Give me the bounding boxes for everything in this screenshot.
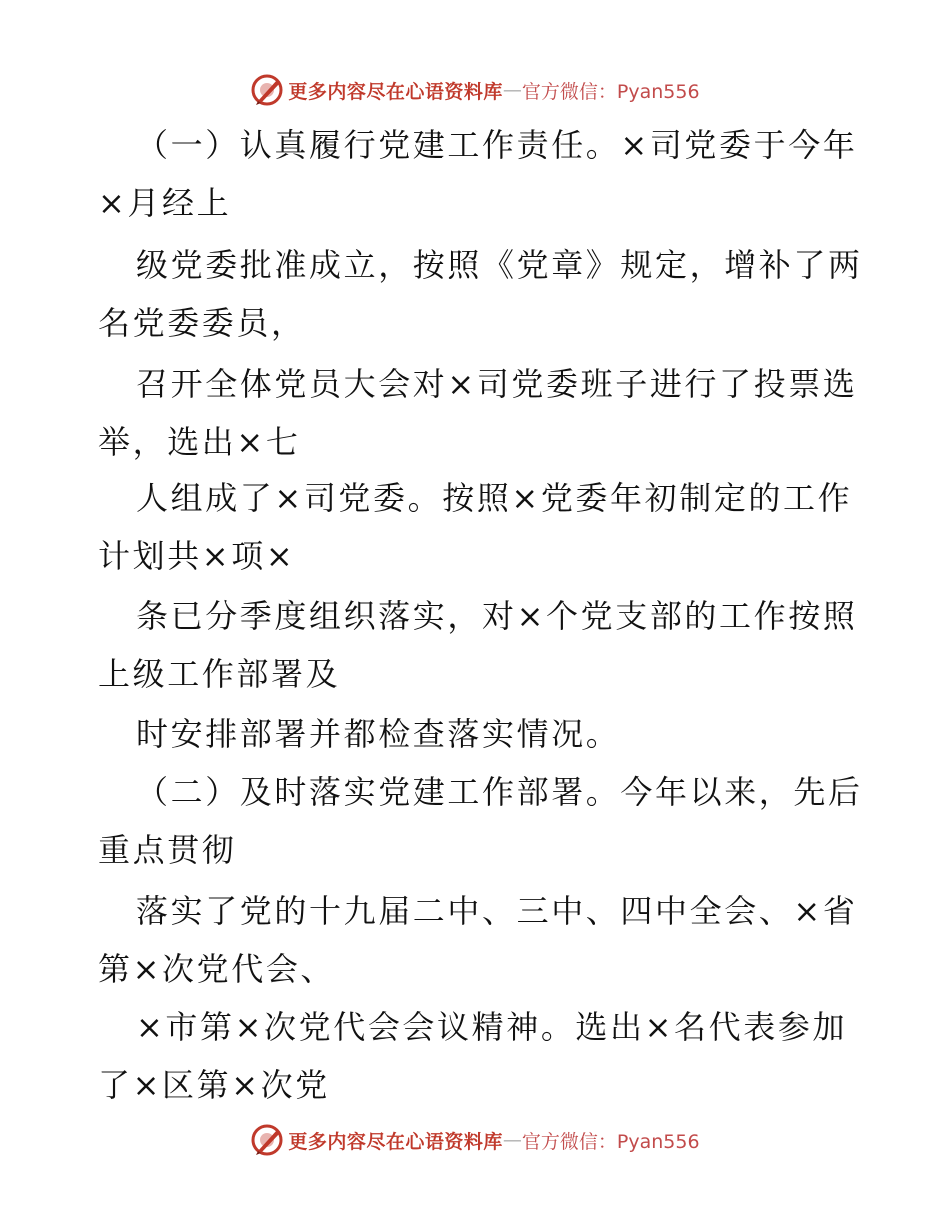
watermark-separator: — <box>502 79 522 101</box>
paragraph-line: 计划共×项× <box>98 537 296 575</box>
paragraph-line: 落实了党的十九届二中、三中、四中全会、×省 <box>136 892 858 930</box>
paragraph-line: 人组成了×司党委。按照×党委年初制定的工作 <box>136 479 853 517</box>
watermark-wechat-text: 官方微信：Pyan556 <box>521 80 700 103</box>
paragraph-line: 级党委批准成立，按照《党章》规定，增补了两 <box>136 246 863 284</box>
watermark-main-text: 更多内容尽在心语资料库 <box>288 1130 503 1153</box>
paragraph-line: 召开全体党员大会对×司党委班子进行了投票选 <box>136 365 858 403</box>
paragraph-line: 第×次党代会、 <box>98 950 336 988</box>
watermark-separator: — <box>502 1129 522 1151</box>
paragraph-line: ×市第×次党代会会议精神。选出×名代表参加 <box>136 1008 848 1046</box>
paragraph-line: 了×区第×次党 <box>98 1066 330 1104</box>
paragraph-line: 条已分季度组织落实，对×个党支部的工作按照 <box>136 597 858 635</box>
pen-logo-icon <box>250 73 284 107</box>
paragraph-line: （一）认真履行党建工作责任。×司党委于今年 <box>136 126 858 164</box>
pen-logo-icon <box>250 1123 284 1157</box>
paragraph-line: （二）及时落实党建工作部署。今年以来，先后 <box>136 773 863 811</box>
paragraph-line: 重点贯彻 <box>98 831 237 869</box>
paragraph-line: ×月经上 <box>98 184 232 222</box>
paragraph-line: 时安排部署并都检查落实情况。 <box>136 715 621 753</box>
paragraph-line: 上级工作部署及 <box>98 655 341 693</box>
paragraph-line: 举，选出×七 <box>98 423 301 461</box>
paragraph-line: 名党委委员， <box>98 304 306 342</box>
watermark-footer <box>0 1120 950 1160</box>
watermark-header <box>0 70 950 110</box>
watermark-main-text: 更多内容尽在心语资料库 <box>288 80 503 103</box>
watermark-wechat-text: 官方微信：Pyan556 <box>521 1130 700 1153</box>
